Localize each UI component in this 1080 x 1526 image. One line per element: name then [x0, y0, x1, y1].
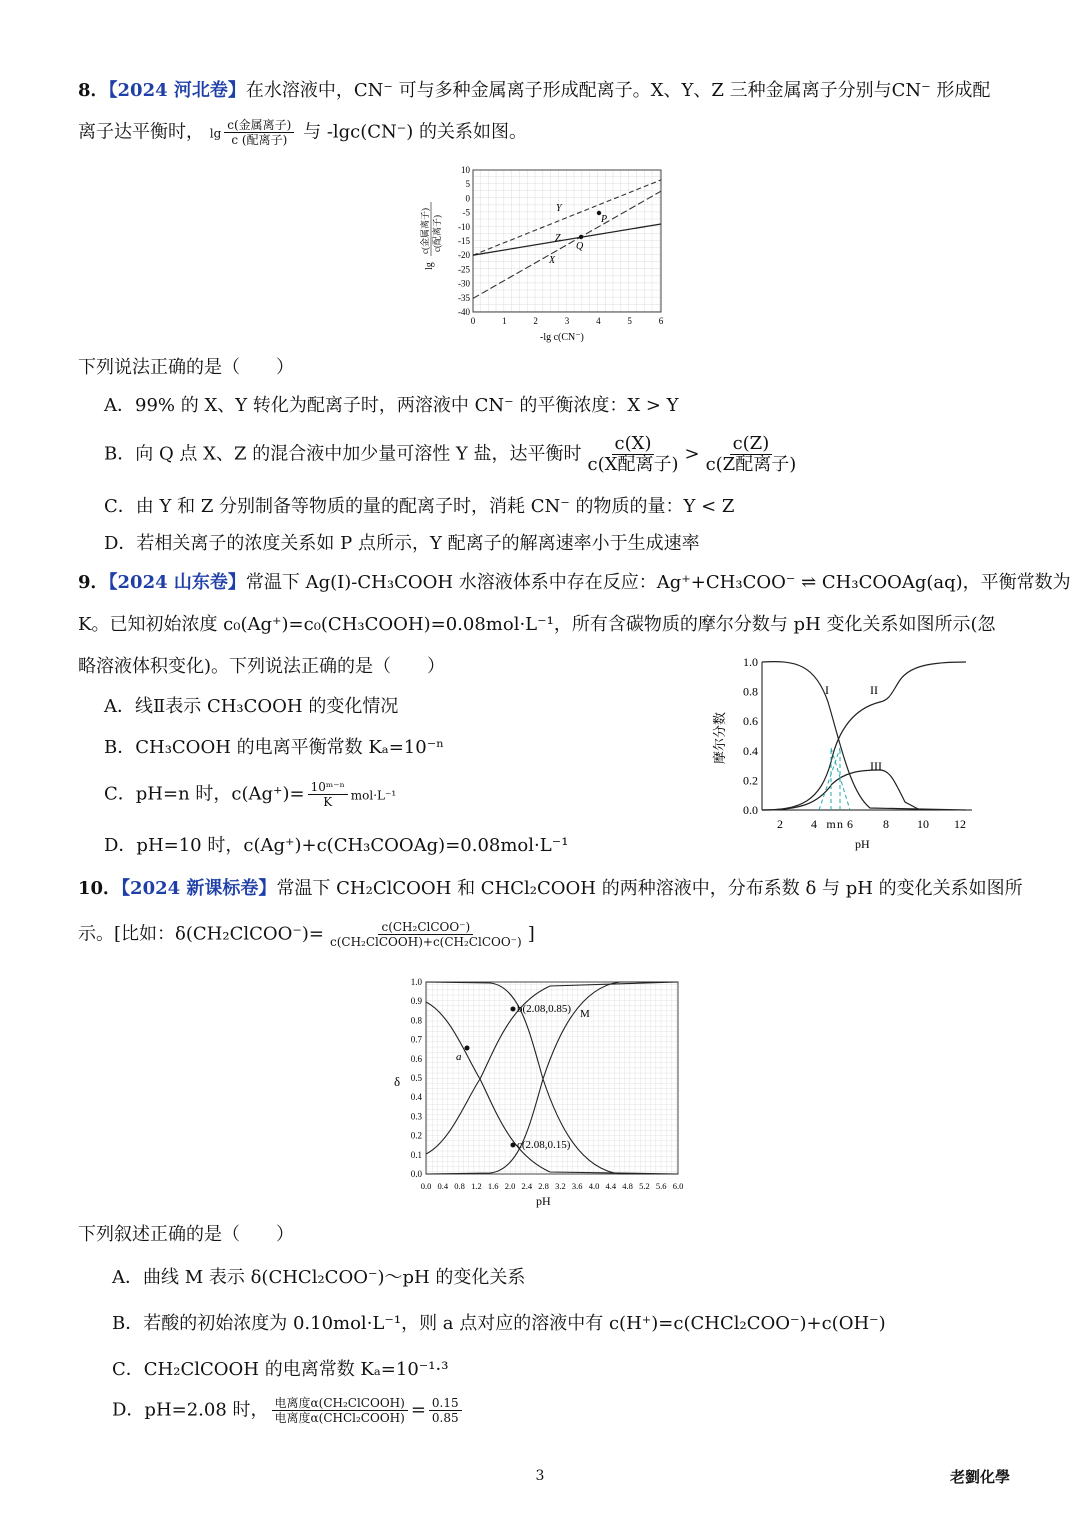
- q9-optc-num: 10ᵐ⁻ⁿ: [308, 780, 348, 795]
- q9-y-tick: 0.4: [743, 743, 758, 758]
- q8-text3: 与 -lgc(CN⁻) 的关系如图。: [303, 121, 528, 143]
- q10-line1: [78, 876, 1023, 902]
- q9-line1: [78, 570, 1071, 596]
- q10-text1: 常温下 CH₂ClCOOH 和 CHCl₂COOH 的两种溶液中，分布系数 δ 与 pH 的变化关系如图所: [276, 878, 1023, 899]
- q9-label-II: II: [870, 683, 878, 697]
- q10-x-tick: 0.4: [437, 1181, 449, 1191]
- q10-tag: 【2024 新课标卷】: [121, 878, 277, 899]
- q9-x-tick: 8: [883, 817, 889, 831]
- q8-line2: [78, 118, 1020, 147]
- q10-option-a: A．曲线 M 表示 δ(CHCl₂COO⁻)～pH 的变化关系: [112, 1267, 526, 1288]
- q8-x-tick: 3: [564, 316, 570, 326]
- q8-y-tick: -15: [458, 236, 470, 246]
- q9-tag: 【2024 山东卷】: [108, 572, 246, 593]
- q9-x-tick: 2: [777, 817, 783, 831]
- q10-number: 10．: [78, 878, 122, 899]
- brand-mark: 老劉化學: [949, 1468, 1010, 1486]
- q9-optc-frac: [308, 780, 348, 809]
- q8-chart: [410, 162, 680, 347]
- q10-x-tick: 3.2: [555, 1181, 566, 1191]
- q10-x-tick: 2.4: [521, 1181, 533, 1191]
- q8-y-tick: -5: [462, 207, 470, 218]
- q9-x-tick: 6: [847, 817, 853, 831]
- q9-option-c: [104, 780, 396, 809]
- q10-label-c: c(2.08,0.15): [517, 1139, 571, 1151]
- q10-y-tick: 0.4: [410, 1092, 422, 1103]
- q9-x-tick: m: [826, 817, 836, 831]
- q10-x-label: pH: [536, 1194, 551, 1208]
- q9-chart: [700, 652, 985, 852]
- q10-x-tick: 0.8: [454, 1181, 465, 1191]
- q9-x-tick: 4: [811, 817, 817, 831]
- q10-prompt: 下列叙述正确的是（ ）: [78, 1224, 294, 1245]
- q10-x-tick: 2.0: [504, 1181, 516, 1191]
- q10-optd-d1: 电离度α(CHCl₂COOH): [274, 1411, 405, 1425]
- q9-x-tick: 12: [954, 817, 966, 831]
- q8-x-tick: 0: [470, 316, 476, 326]
- q10-delta-num: c(CH₂ClCOO⁻): [378, 920, 473, 935]
- q8-x-tick: 4: [596, 316, 601, 326]
- q8-option-c: C．由 Y 和 Z 分别制备等物质的量的配离子时，消耗 CN⁻ 的物质的量：Y < Z: [104, 496, 735, 517]
- q10-x-tick: 0.0: [420, 1181, 432, 1191]
- q10-y-tick: 0.0: [410, 1169, 422, 1179]
- q9-option-d: D．pH=10 时，c(Ag⁺)+c(CH₃COOAg)=0.08mol·L⁻¹: [104, 835, 569, 856]
- q9-y-tick: 0.8: [743, 684, 758, 699]
- q9-curve-II: [762, 662, 966, 810]
- q8-label-Y: Y: [556, 203, 562, 214]
- q9-label-III: III: [870, 759, 882, 773]
- q10-x-tick: 4.8: [622, 1181, 633, 1191]
- q10-optd-n2: 0.15: [429, 1396, 462, 1411]
- q10-text3: ]: [527, 923, 535, 945]
- q8-optb-n1: c(X): [612, 434, 655, 455]
- q10-y-tick: 0.8: [410, 1015, 422, 1026]
- q10-point-a: [465, 1046, 470, 1051]
- q9-x-ticks: [777, 817, 966, 831]
- q10-label-b: b(2.08,0.85): [517, 1003, 572, 1015]
- svg-text:c(配离子): c(配离子): [432, 215, 442, 252]
- q8-frac-num: c(金属离子): [224, 118, 294, 133]
- q10-y-tick: 1.0: [410, 977, 422, 987]
- q10-y-tick: 0.9: [410, 996, 422, 1007]
- q8-y-tick: -10: [458, 221, 470, 232]
- q8-x-tick: 2: [533, 316, 538, 326]
- q9-dash-diag1: [819, 748, 840, 810]
- q10-x-tick: 1.6: [487, 1181, 499, 1191]
- q10-optd-text: D．pH=2.08 时，: [112, 1399, 269, 1421]
- q9-curve-I: [762, 662, 966, 810]
- q10-x-tick: 6.0: [672, 1181, 684, 1191]
- q10-x-ticks: [421, 1181, 684, 1191]
- q8-y-tick: 0: [465, 193, 470, 204]
- q9-text1: 常温下 Ag(Ⅰ)-CH₃COOH 水溶液体系中存在反应：Ag⁺+CH₃COO⁻ ⇌ CH₃COOAg(aq)，平衡常数为: [245, 572, 1071, 593]
- q10-option-b: B．若酸的初始浓度为 0.10mol·L⁻¹，则 a 点对应的溶液中有 c(H⁺)=c(CHCl₂COO⁻)+c(OH⁻): [112, 1313, 886, 1334]
- q10-delta-den: c(CH₂ClCOOH)+c(CH₂ClCOO⁻): [330, 935, 522, 949]
- q10-x-tick: 2.8: [538, 1181, 549, 1191]
- q8-label-P: P: [601, 214, 608, 225]
- q8-y-tick: -20: [458, 250, 470, 261]
- q10-option-d: [112, 1396, 465, 1425]
- q10-x-tick: 1.2: [471, 1181, 482, 1191]
- q9-optc-text: C．pH=n 时，c(Ag⁺)=: [104, 783, 305, 805]
- q8-y-label: [419, 202, 442, 270]
- svg-text:lg: lg: [424, 262, 435, 270]
- q8-y-tick: -30: [458, 278, 470, 289]
- q8-optb-d2: c(Z配离子): [705, 454, 797, 475]
- q9-x-label: pH: [855, 837, 870, 851]
- q10-x-tick: 4.4: [605, 1181, 617, 1191]
- q10-y-tick: 0.5: [410, 1073, 422, 1083]
- q9-y-ticks: [743, 655, 758, 817]
- q9-y-tick: 0.0: [743, 803, 758, 817]
- page-number: 3: [535, 1468, 545, 1484]
- q10-y-tick: 0.1: [410, 1149, 422, 1160]
- q10-y-tick: 0.2: [410, 1130, 422, 1141]
- q8-y-ticks: [458, 165, 471, 317]
- q10-y-tick: 0.3: [410, 1111, 422, 1122]
- q9-line3: 略溶液体积变化)。下列说法正确的是（ ）: [78, 656, 446, 677]
- q10-point-c: [511, 1143, 516, 1148]
- q10-delta-frac: [327, 920, 525, 949]
- q9-line2: K。已知初始浓度 c₀(Ag⁺)=c₀(CH₃COOH)=0.08mol·L⁻¹，所有含碳物质的摩尔分数与 pH 变化关系如图所示(忽: [78, 614, 996, 635]
- q8-number: 8．: [78, 80, 109, 101]
- q8-text1: 在水溶液中，CN⁻ 可与多种金属离子形成配离子。X、Y、Z 三种金属离子分别与CN⁻ 形成配: [245, 80, 991, 101]
- q8-tag: 【2024 河北卷】: [108, 80, 246, 101]
- q9-optc-den: K: [323, 795, 333, 809]
- q8-option-b: [104, 434, 802, 475]
- q10-optd-eq: =: [410, 1399, 426, 1421]
- q8-x-tick: 6: [658, 316, 664, 326]
- q10-optd-n1: 电离度α(CH₂ClCOOH): [272, 1396, 408, 1411]
- q9-curve-III: [762, 770, 920, 810]
- q10-x-tick: 5.2: [639, 1181, 650, 1191]
- q9-optc-unit: mol·L⁻¹: [350, 788, 397, 803]
- q8-lg: lg: [209, 126, 222, 141]
- q10-label-M: M: [580, 1008, 590, 1020]
- q8-optb-frac2: [703, 434, 800, 475]
- svg-text:c(金属离子): c(金属离子): [420, 208, 430, 254]
- q8-option-d: D．若相关离子的浓度关系如 P 点所示，Y 配离子的解离速率小于生成速率: [104, 533, 700, 554]
- q8-label-Q: Q: [576, 241, 584, 252]
- q8-label-Z: Z: [555, 233, 561, 244]
- q8-optb-gt: >: [684, 443, 700, 465]
- q8-point-Q: [579, 235, 583, 239]
- q10-label-a: a: [456, 1051, 462, 1063]
- q8-frac-den: c (配离子): [231, 133, 288, 147]
- q10-optd-frac1: [272, 1396, 408, 1425]
- q10-x-tick: 3.6: [571, 1181, 583, 1191]
- q9-y-tick: 0.2: [743, 773, 758, 788]
- q10-point-b: [511, 1007, 516, 1012]
- q9-x-tick: 10: [917, 817, 929, 831]
- q8-x-label: -lg c(CN⁻): [540, 332, 584, 343]
- q10-chart: [380, 974, 700, 1210]
- q8-x-ticks: [471, 316, 664, 326]
- q8-line1: [78, 78, 1020, 104]
- q10-text2: 示。[比如：δ(CH₂ClCOO⁻)=: [78, 923, 324, 945]
- q8-x-tick: 5: [627, 316, 632, 326]
- q10-option-c: C．CH₂ClCOOH 的电离常数 Kₐ=10⁻¹·³: [112, 1359, 449, 1380]
- q8-text2: 离子达平衡时，: [78, 121, 204, 143]
- q8-y-tick: -40: [458, 307, 470, 317]
- q8-label-X: X: [549, 255, 556, 266]
- q8-y-tick: 5: [465, 179, 470, 190]
- q8-option-a: A．99% 的 X、Y 转化为配离子时，两溶液中 CN⁻ 的平衡浓度：X > Y: [104, 395, 679, 416]
- q8-y-tick: -25: [458, 264, 470, 275]
- q10-optd-frac2: [429, 1396, 462, 1425]
- q10-y-ticks: [411, 977, 423, 1179]
- q8-optb-frac1: [585, 434, 682, 475]
- q8-y-tick: -35: [458, 292, 470, 303]
- q10-y-tick: 0.7: [410, 1034, 422, 1045]
- q8-fraction: [224, 118, 294, 147]
- q8-optb-d1: c(X配离子): [587, 454, 679, 475]
- q8-optb-n2: c(Z): [730, 434, 773, 455]
- q9-y-tick: 0.6: [743, 714, 758, 729]
- q9-label-I: I: [825, 683, 829, 697]
- q9-x-tick: n: [837, 817, 843, 831]
- q10-x-tick: 4.0: [588, 1181, 600, 1191]
- q9-option-b: B．CH₃COOH 的电离平衡常数 Kₐ=10⁻ⁿ: [104, 737, 445, 758]
- q8-optb-text: B．向 Q 点 X、Z 的混合液中加少量可溶性 Y 盐，达平衡时: [104, 443, 582, 465]
- q10-line2: [78, 920, 1020, 949]
- q8-x-tick: 1: [502, 316, 507, 326]
- q10-y-tick: 0.6: [410, 1053, 422, 1064]
- q9-number: 9．: [78, 572, 109, 593]
- q10-y-label: δ: [394, 1074, 401, 1089]
- q8-prompt: 下列说法正确的是（ ）: [78, 357, 294, 378]
- q8-y-tick: 10: [461, 165, 470, 175]
- q9-y-tick: 1.0: [743, 655, 758, 669]
- q9-y-label: 摩尔分数: [712, 711, 727, 764]
- q9-option-a: A．线Ⅱ表示 CH₃COOH 的变化情况: [104, 696, 399, 717]
- q10-optd-d2: 0.85: [431, 1411, 459, 1425]
- q10-x-tick: 5.6: [655, 1181, 667, 1191]
